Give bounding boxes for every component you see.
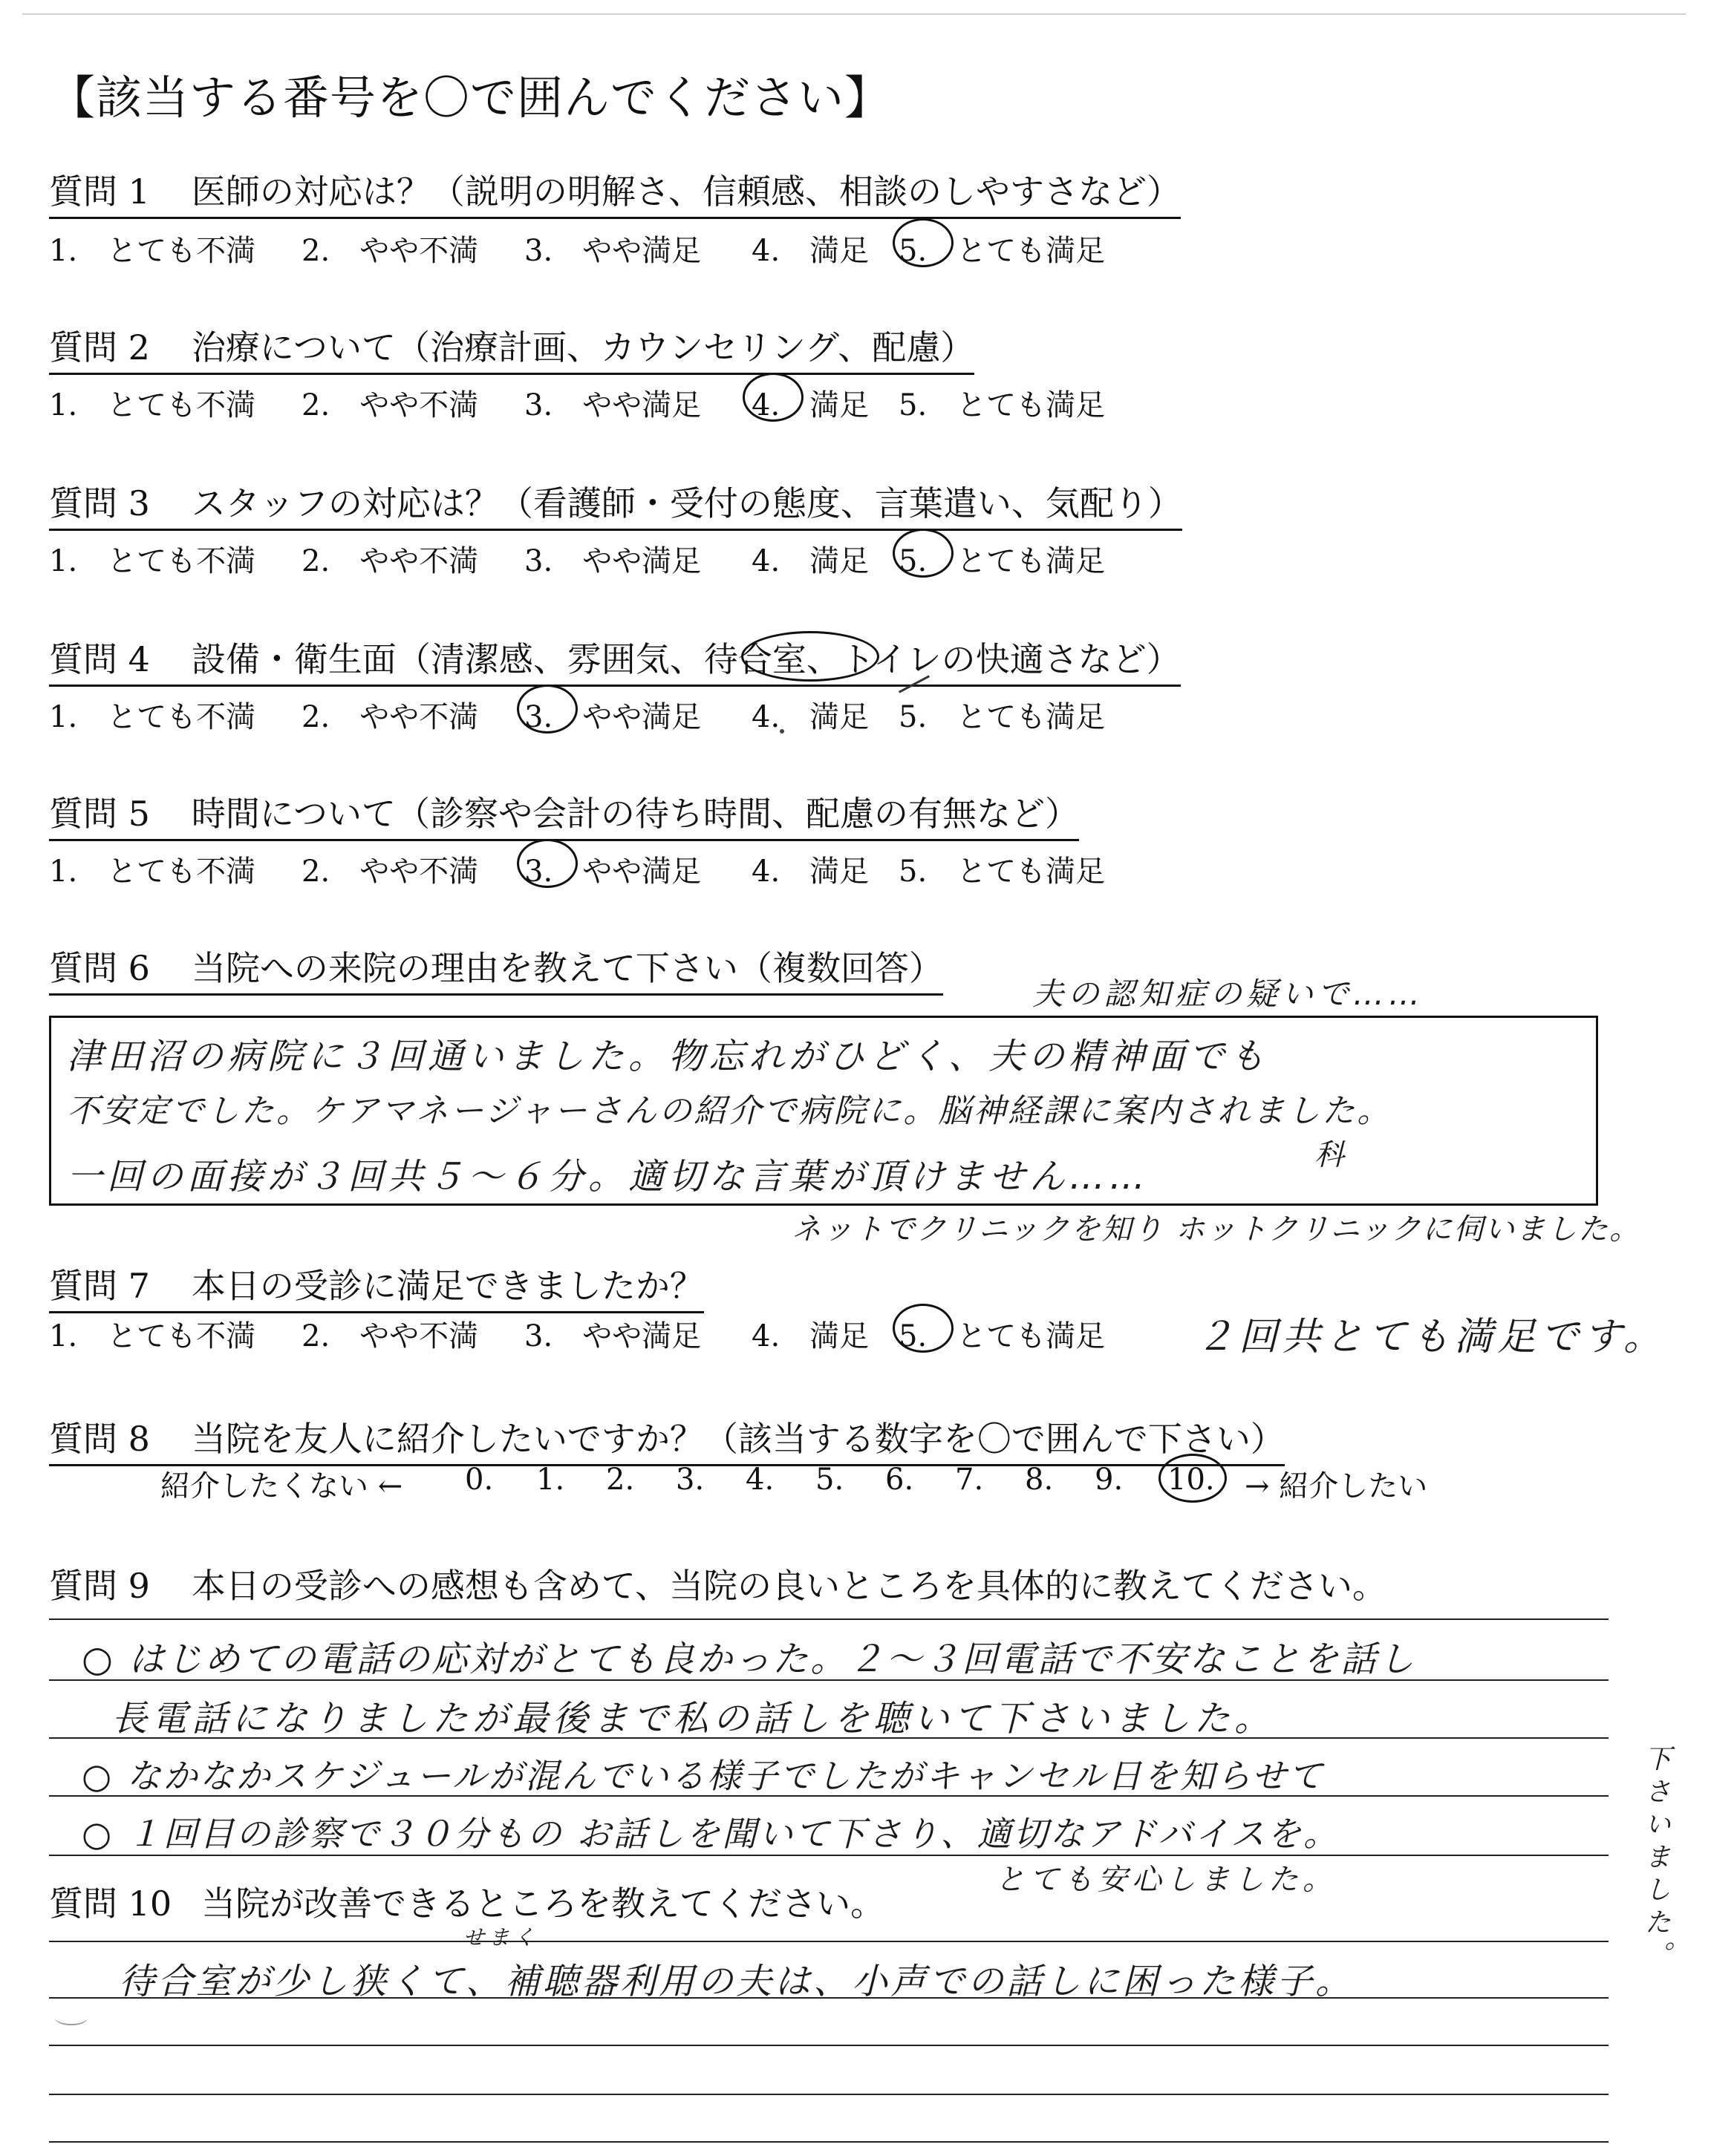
option-4[interactable]: 4. 満足 bbox=[752, 544, 870, 578]
question-3-number: 質問 3 bbox=[49, 483, 150, 523]
question-9-number: 質問 9 bbox=[49, 1566, 150, 1606]
handwritten-line: ○ なかなかスケジュールが混んでいる様子でしたがキャンセル日を知らせて bbox=[82, 1756, 1325, 1796]
handwritten-line: 待合室が少し狭くて、補聴器利用の夫は、小声での話しに困った様子。 bbox=[119, 1961, 1355, 2002]
scale-value[interactable]: 6. bbox=[885, 1463, 914, 1497]
option-2[interactable]: 2. やや不満 bbox=[302, 855, 479, 889]
scale-value[interactable]: 3. bbox=[676, 1463, 705, 1497]
waiting-room-circle bbox=[741, 631, 879, 682]
scale-value[interactable]: 0. bbox=[465, 1463, 494, 1497]
answer-circle bbox=[893, 218, 954, 267]
question-5 bbox=[49, 787, 1079, 841]
answer-circle bbox=[743, 373, 804, 422]
handwritten-line: ○ １回目の診察で３０分もの お話しを聞いて下さり、適切なアドバイスを。 bbox=[82, 1814, 1340, 1854]
option-2[interactable]: 2. やや不満 bbox=[302, 234, 479, 268]
handwritten-line: ○ はじめての電話の応対がとても良かった。２〜３回電話で不安なことを話し bbox=[82, 1639, 1417, 1680]
question-5-number: 質問 5 bbox=[49, 794, 150, 834]
question-2 bbox=[49, 321, 974, 375]
option-4[interactable]: 4. 満足 bbox=[752, 700, 870, 734]
handwritten-note: とても安心しました。 bbox=[995, 1863, 1337, 1897]
option-2[interactable]: 2. やや不満 bbox=[302, 388, 479, 422]
answer-circle bbox=[517, 839, 578, 888]
scale-value[interactable]: 10. bbox=[1167, 1463, 1215, 1497]
option-1[interactable]: 1. とても不満 bbox=[49, 234, 256, 268]
answer-line bbox=[49, 2141, 1609, 2143]
question-6 bbox=[49, 941, 943, 996]
question-10 bbox=[49, 1877, 884, 1926]
option-3[interactable]: 3. やや満足 bbox=[524, 234, 702, 268]
question-1-number: 質問 1 bbox=[49, 172, 150, 212]
scale-value[interactable]: 9. bbox=[1095, 1463, 1124, 1497]
option-1[interactable]: 1. とても不満 bbox=[49, 855, 256, 889]
option-3[interactable]: 3. やや満足 bbox=[524, 700, 702, 734]
scale-value[interactable]: 7. bbox=[955, 1463, 984, 1497]
answer-line bbox=[49, 1855, 1609, 1856]
answer-line bbox=[49, 1997, 1609, 1999]
option-3[interactable]: 3. やや満足 bbox=[524, 544, 702, 578]
answer-circle bbox=[893, 1304, 954, 1353]
option-2[interactable]: 2. やや不満 bbox=[302, 700, 479, 734]
scale-value[interactable]: 5. bbox=[815, 1463, 844, 1497]
question-8-text: 当院を友人に紹介したいですか？（該当する数字を〇で囲んで下さい） bbox=[191, 1419, 1285, 1459]
scale-value[interactable]: 4. bbox=[746, 1463, 775, 1497]
question-1-text: 医師の対応は？（説明の明解さ、信頼感、相談のしやすさなど） bbox=[191, 172, 1182, 212]
question-2-number: 質問 2 bbox=[49, 327, 150, 368]
scale-left-label: 紹介したくない ← bbox=[160, 1469, 403, 1503]
question-3 bbox=[49, 477, 1182, 531]
question-10-number: 質問 10 bbox=[49, 1884, 172, 1924]
option-5[interactable]: 5. とても満足 bbox=[899, 700, 1106, 734]
pen-mark bbox=[55, 2010, 88, 2025]
option-4[interactable]: 4. 満足 bbox=[752, 388, 870, 422]
scale-value[interactable]: 1. bbox=[536, 1463, 565, 1497]
option-1[interactable]: 1. とても不満 bbox=[49, 388, 256, 422]
question-6-number: 質問 6 bbox=[49, 948, 150, 988]
question-8 bbox=[49, 1412, 1285, 1466]
option-5[interactable]: 5. とても満足 bbox=[899, 388, 1106, 422]
answer-line bbox=[49, 1941, 1609, 1942]
question-4 bbox=[49, 633, 1181, 687]
handwritten-line: 津田沼の病院に３回通いました。物忘れがひどく、夫の精神面でも bbox=[67, 1036, 1270, 1077]
question-3-text: スタッフの対応は？（看護師・受付の態度、言葉遣い、気配り） bbox=[191, 483, 1182, 523]
handwritten-note: ２回共とても満足です。 bbox=[1196, 1315, 1666, 1359]
option-4[interactable]: 4. 満足 bbox=[752, 855, 870, 889]
option-5[interactable]: 5. とても満足 bbox=[899, 544, 1106, 578]
question-10-text: 当院が改善できるところを教えてください。 bbox=[201, 1884, 885, 1924]
handwritten-note: ネットでクリニックを知り ホットクリニックに伺いました。 bbox=[792, 1212, 1641, 1247]
handwritten-line: 不安定でした。ケアマネージャーさんの紹介で病院に。脳神経課に案内されました。 bbox=[67, 1092, 1392, 1130]
handwritten-ruby: せまく bbox=[463, 1925, 540, 1950]
answer-line bbox=[49, 1618, 1609, 1620]
scan-top-edge bbox=[22, 13, 1686, 15]
option-3[interactable]: 3. やや満足 bbox=[524, 1319, 702, 1353]
answer-line bbox=[49, 1737, 1609, 1739]
handwritten-correction: 科 bbox=[1314, 1138, 1349, 1172]
handwritten-note: 夫の認知症の疑いで…… bbox=[1032, 976, 1425, 1012]
question-5-text: 時間について（診察や会計の待ち時間、配慮の有無など） bbox=[191, 794, 1079, 834]
option-5[interactable]: 5. とても満足 bbox=[899, 1319, 1106, 1353]
question-9-text: 本日の受診への感想も含めて、当院の良いところを具体的に教えてください。 bbox=[191, 1566, 1386, 1606]
question-4-text: 設備・衛生面（清潔感、雰囲気、待合室、トイレの快適さなど） bbox=[191, 639, 1181, 679]
handwritten-side-note: 下さいました。 bbox=[1640, 1745, 1671, 1973]
question-2-text: 治療について（治療計画、カウンセリング、配慮） bbox=[191, 327, 975, 368]
answer-line bbox=[49, 1795, 1609, 1797]
answer-line bbox=[49, 2094, 1609, 2095]
question-7-text: 本日の受診に満足できましたか？ bbox=[191, 1266, 704, 1306]
option-5[interactable]: 5. とても満足 bbox=[899, 855, 1106, 889]
option-2[interactable]: 2. やや不満 bbox=[302, 544, 479, 578]
answer-line bbox=[49, 2045, 1609, 2046]
question-1 bbox=[49, 165, 1181, 219]
option-4[interactable]: 4. 満足 bbox=[752, 1319, 870, 1353]
recommend-scale bbox=[49, 1463, 1534, 1503]
option-1[interactable]: 1. とても不満 bbox=[49, 700, 256, 734]
scale-value[interactable]: 2. bbox=[606, 1463, 635, 1497]
option-3[interactable]: 3. やや満足 bbox=[524, 855, 702, 889]
answer-circle bbox=[1158, 1454, 1227, 1503]
option-4[interactable]: 4. 満足 bbox=[752, 234, 870, 268]
option-5[interactable]: 5. とても満足 bbox=[899, 234, 1106, 268]
question-6-text: 当院への来院の理由を教えて下さい（複数回答） bbox=[191, 948, 943, 988]
handwritten-line: 長電話になりましたが最後まで私の話しを聴いて下さいました。 bbox=[111, 1698, 1275, 1740]
scale-right-label: → 紹介したい bbox=[1245, 1469, 1428, 1503]
question-9 bbox=[49, 1559, 1386, 1608]
answer-circle bbox=[517, 685, 578, 734]
scale-value[interactable]: 8. bbox=[1025, 1463, 1054, 1497]
option-3[interactable]: 3. やや満足 bbox=[524, 388, 702, 422]
question-4-number: 質問 4 bbox=[49, 639, 150, 679]
question-7 bbox=[49, 1259, 704, 1313]
question-7-number: 質問 7 bbox=[49, 1266, 150, 1306]
option-1[interactable]: 1. とても不満 bbox=[49, 1319, 256, 1353]
answer-circle bbox=[893, 529, 954, 578]
option-1[interactable]: 1. とても不満 bbox=[49, 544, 256, 578]
page-title: 【該当する番号を〇で囲んでください】 bbox=[49, 71, 892, 125]
option-2[interactable]: 2. やや不満 bbox=[302, 1319, 479, 1353]
question-8-number: 質問 8 bbox=[49, 1419, 150, 1459]
answer-line bbox=[49, 1679, 1609, 1681]
handwritten-line: 一回の面接が３回共５〜６分。適切な言葉が頂けません…… bbox=[67, 1156, 1150, 1198]
